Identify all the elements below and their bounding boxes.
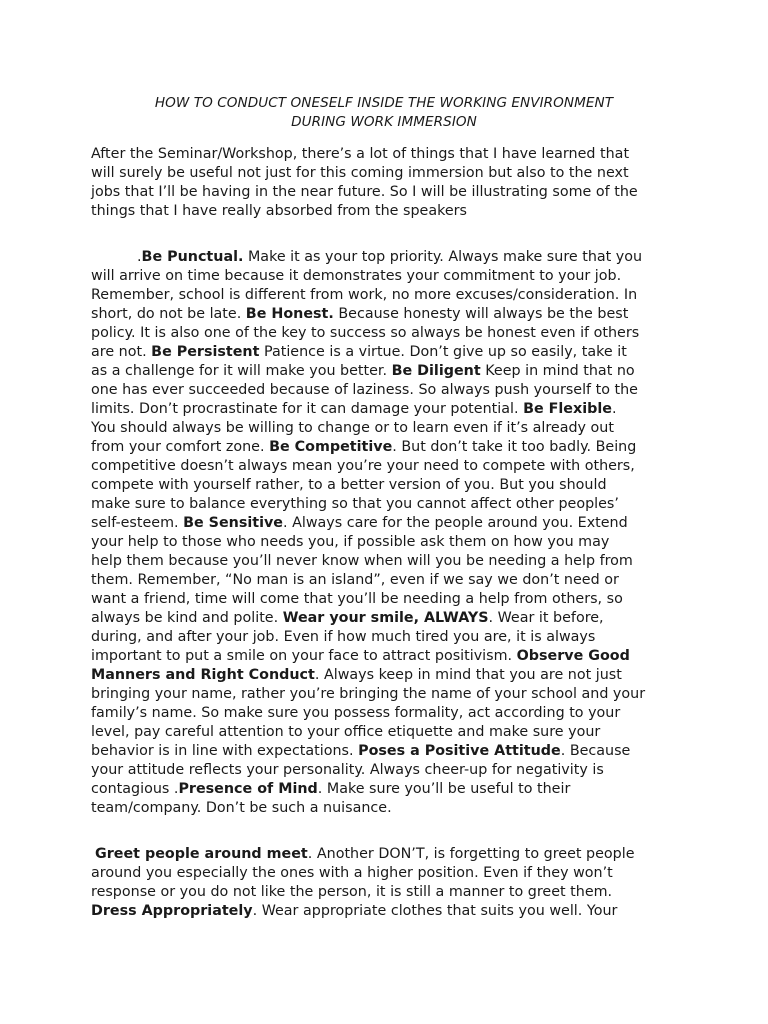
paragraph-line: make sure to balance everything so that you cannot affect other peoples’ [91,496,619,512]
line-text: are not. [91,344,152,360]
heading-be-persistent: Be Persistent [151,344,260,360]
line-text: . Because [560,743,631,759]
line-text: important to put a smile on your face to attract positivism. [91,648,517,664]
paragraph-line: one has ever succeeded because of laziness. So always push yourself to the [91,382,638,398]
paragraph-line: level, pay careful attention to your office etiquette and make sure your [91,724,601,740]
heading-be-flexible: Be Flexible [523,401,612,417]
paragraph-line: family’s name. So make sure you possess formality, act according to your [91,705,621,721]
line-text: behavior is in line with expectations. [91,743,359,759]
paragraph-line: your attitude reflects your personality. Always cheer-up for negativity is [91,762,604,778]
paragraph-line: want a friend, time will come that you’ll be needing a help from others, so [91,591,623,607]
paragraph-line [91,781,570,797]
guidelines-paragraph [91,248,691,818]
title-line-1: HOW TO CONDUCT ONESELF INSIDE THE WORKING ENVIRONMENT [154,95,614,111]
line-text: . [611,401,617,417]
heading-be-honest: Be Honest. [245,306,334,322]
line-text: contagious . [91,781,179,797]
title-line-2: DURING WORK IMMERSION [291,114,477,130]
paragraph-line: competitive doesn’t always mean you’re your need to compete with others, [91,458,635,474]
line-text: Because honesty will always be the best [333,306,629,322]
line-text: as a challenge for it will make you better. [91,363,392,379]
line-text: . Wear it before, [488,610,604,626]
paragraph-line: will arrive on time because it demonstrates your commitment to your job. [91,268,622,284]
paragraph-line [91,610,604,626]
line-text: . But don’t take it too badly. Being [392,439,637,455]
intro-line: After the Seminar/Workshop, there’s a lot of things that I have learned that [91,146,630,162]
line-text: Keep in mind that no [480,363,635,379]
heading-right-conduct: Manners and Right Conduct [91,667,315,683]
paragraph-line [91,846,635,862]
paragraph-line [91,743,630,759]
heading-be-sensitive: Be Sensitive [183,515,283,531]
line-text: . Always care for the people around you. Extend [283,515,628,531]
line-text: from your comfort zone. [91,439,270,455]
paragraph-line [91,439,636,455]
paragraph-line [91,363,635,379]
line-text: always be kind and polite. [91,610,283,626]
heading-be-diligent: Be Diligent [391,363,481,379]
paragraph-line: response or you do not like the person, it is still a manner to greet them. [91,884,613,900]
paragraph-line [91,249,642,265]
heading-be-competitive: Be Competitive [269,439,393,455]
intro-line: will surely be useful not just for this coming immersion but also to the next [91,165,629,181]
greet-paragraph [91,845,691,921]
paragraph-line: compete with yourself rather, to a better version of you. But you should [91,477,607,493]
paragraph-line: your help to those who needs you, if possible ask them on how you may [91,534,610,550]
line-text: . Wear appropriate clothes that suits you well. Your [252,903,618,919]
intro-line: things that I have really absorbed from the speakers [91,203,467,219]
line-text: limits. Don’t procrastinate for it can damage your potential. [91,401,524,417]
paragraph-line [91,344,627,360]
heading-positive-attitude: Poses a Positive Attitude [358,743,561,759]
heading-be-punctual: Be Punctual. [141,249,244,265]
line-text: short, do not be late. [91,306,246,322]
paragraph-line: around you especially the ones with a higher position. Even if they won’t [91,865,613,881]
paragraph-line: Remember, school is different from work, no more excuses/consideration. In [91,287,638,303]
paragraph-line [91,515,628,531]
heading-greet-people: Greet people around meet [95,846,308,862]
line-text: Make it as your top priority. Always make sure that you [243,249,643,265]
heading-observe-good-manners: Observe Good [516,648,630,664]
line-text: . Make sure you’ll be useful to their [317,781,571,797]
intro-line: jobs that I’ll be having in the near future. So I will be illustrating some of the [91,184,638,200]
paragraph-line: policy. It is also one of the key to success so always be honest even if others [91,325,640,341]
paragraph-line [91,401,617,417]
paragraph-line [91,903,617,919]
line-text: . Always keep in mind that you are not just [314,667,622,683]
heading-wear-your-smile: Wear your smile, ALWAYS [282,610,489,626]
paragraph-line: You should always be willing to change or to learn even if it’s already out [91,420,614,436]
paragraph-line: them. Remember, “No man is an island”, even if we say we don’t need or [91,572,619,588]
line-text: . [137,249,142,265]
document-title [80,94,688,132]
paragraph-line [91,648,630,664]
paragraph-line: bringing your name, rather you’re bringing the name of your school and your [91,686,646,702]
line-text: self-esteem. [91,515,184,531]
paragraph-line: during, and after your job. Even if how much tired you are, it is always [91,629,596,645]
line-text: . Another DON’T, is forgetting to greet people [307,846,635,862]
heading-dress-appropriately: Dress Appropriately [91,903,253,919]
paragraph-line [91,306,628,322]
paragraph-line: team/company. Don’t be such a nuisance. [91,800,392,816]
intro-paragraph [91,145,691,221]
paragraph-line [91,667,622,683]
paragraph-line: help them because you’ll never know when will you be needing a help from [91,553,633,569]
line-text: Patience is a virtue. Don’t give up so easily, take it [259,344,627,360]
heading-presence-of-mind: Presence of Mind [178,781,318,797]
